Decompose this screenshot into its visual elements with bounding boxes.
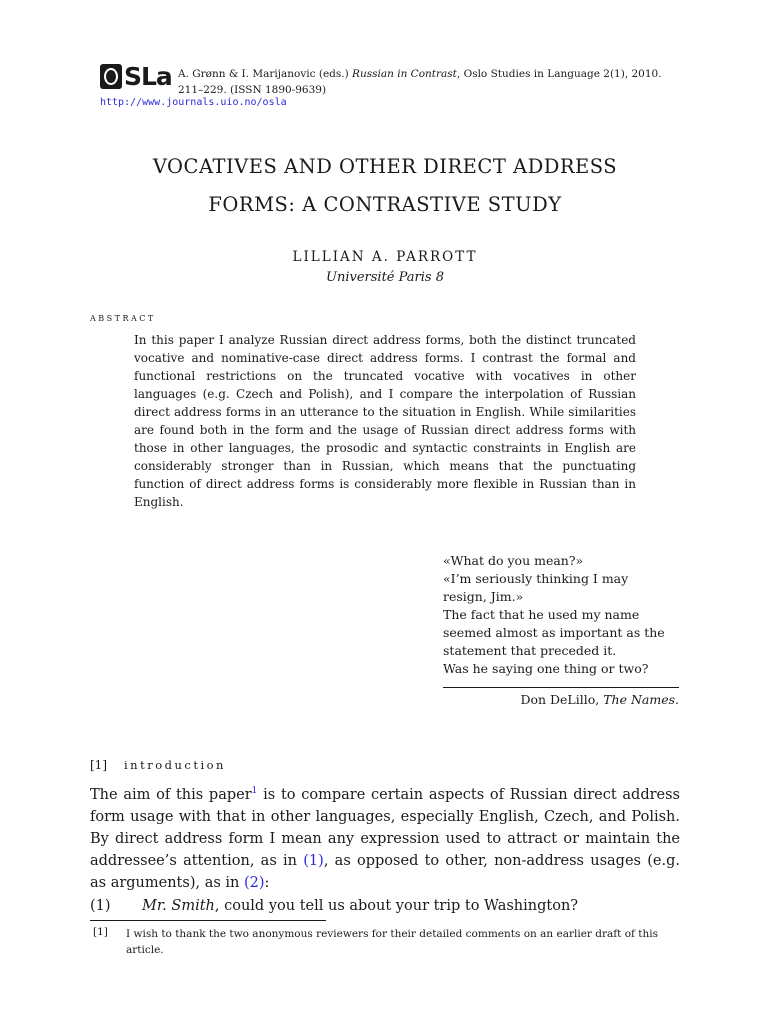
logo-mark	[100, 64, 122, 89]
epigraph-line: resign, Jim.»	[443, 589, 524, 604]
example-ref-link[interactable]: (2)	[244, 874, 265, 891]
author-affiliation: Université Paris 8	[326, 270, 444, 285]
example-ref-link[interactable]: (1)	[303, 852, 324, 869]
example-sentence: Mr. Smith, could you tell us about your trip to Washington?	[142, 898, 579, 914]
intro-paragraph: The aim of this paper$^1$ is to compare certain aspects of Russian direct address form usage with that in other languages, especially English, Czech, and Polish. By direct address form I mean any expression used to attract or maintain the addressee’s attention, as in (1), as opposed to other, non-address usages (e.g. as arguments), as in (2):	[90, 786, 680, 891]
epigraph-line: seemed almost as important as the	[443, 625, 665, 640]
footnote-number: [1]	[93, 926, 108, 938]
citation: A. Grønn & I. Marijanovic (eds.) Russian in Contrast, Oslo Studies in Language 2(1), 2010. 211–229. (ISSN 1890-9639)	[178, 68, 662, 96]
epigraph-quote	[443, 552, 683, 678]
footnote-text: I wish to thank the two anonymous reviewers for their detailed comments on an earlier draft of this article.	[126, 928, 658, 956]
section-title: introduction	[124, 758, 226, 772]
epigraph-line: The fact that he used my name	[443, 607, 640, 622]
paper-title: VOCATIVES AND OTHER DIRECT ADDRESS FORMS: A CONTRASTIVE STUDY	[152, 155, 618, 216]
footnote-ref-link[interactable]: 1	[251, 786, 258, 796]
epigraph-divider	[443, 687, 679, 688]
author-name: LILLIAN A. PARROTT	[292, 249, 478, 265]
epigraph-line: «I’m seriously thinking I may	[443, 571, 629, 586]
journal-url-link[interactable]: http://www.journals.uio.no/osla	[100, 97, 287, 108]
epigraph-line: «What do you mean?»	[443, 553, 584, 568]
section-number: [1]	[90, 758, 107, 772]
abstract-text: In this paper I analyze Russian direct address forms, both the distinct truncated vocative and nominative-case direct address forms. I contrast the formal and functional restrictions on the truncated vocative with vocatives in other languages (e.g. Czech and Polish), and I compare the interpolation of Russian direct address forms in an utterance to the situation in English. While similarities are found both in the form and the usage of Russian direct address forms with those in other languages, the prosodic and syntactic constraints in English are considerably stronger than in Russian, which means that the punctuating function of direct address forms is considerably more flexible in Russian than in English.	[134, 333, 636, 509]
footnote-divider	[90, 920, 326, 921]
epigraph-source: Don DeLillo, The Names.	[520, 692, 679, 707]
epigraph-line: statement that preceded it.	[443, 643, 617, 658]
example-number: (1)	[90, 898, 111, 914]
logo-text: SLa	[124, 62, 172, 91]
osla-logo	[100, 62, 172, 92]
abstract-heading: abstract	[90, 311, 156, 324]
epigraph-line: Was he saying one thing or two?	[443, 661, 649, 676]
